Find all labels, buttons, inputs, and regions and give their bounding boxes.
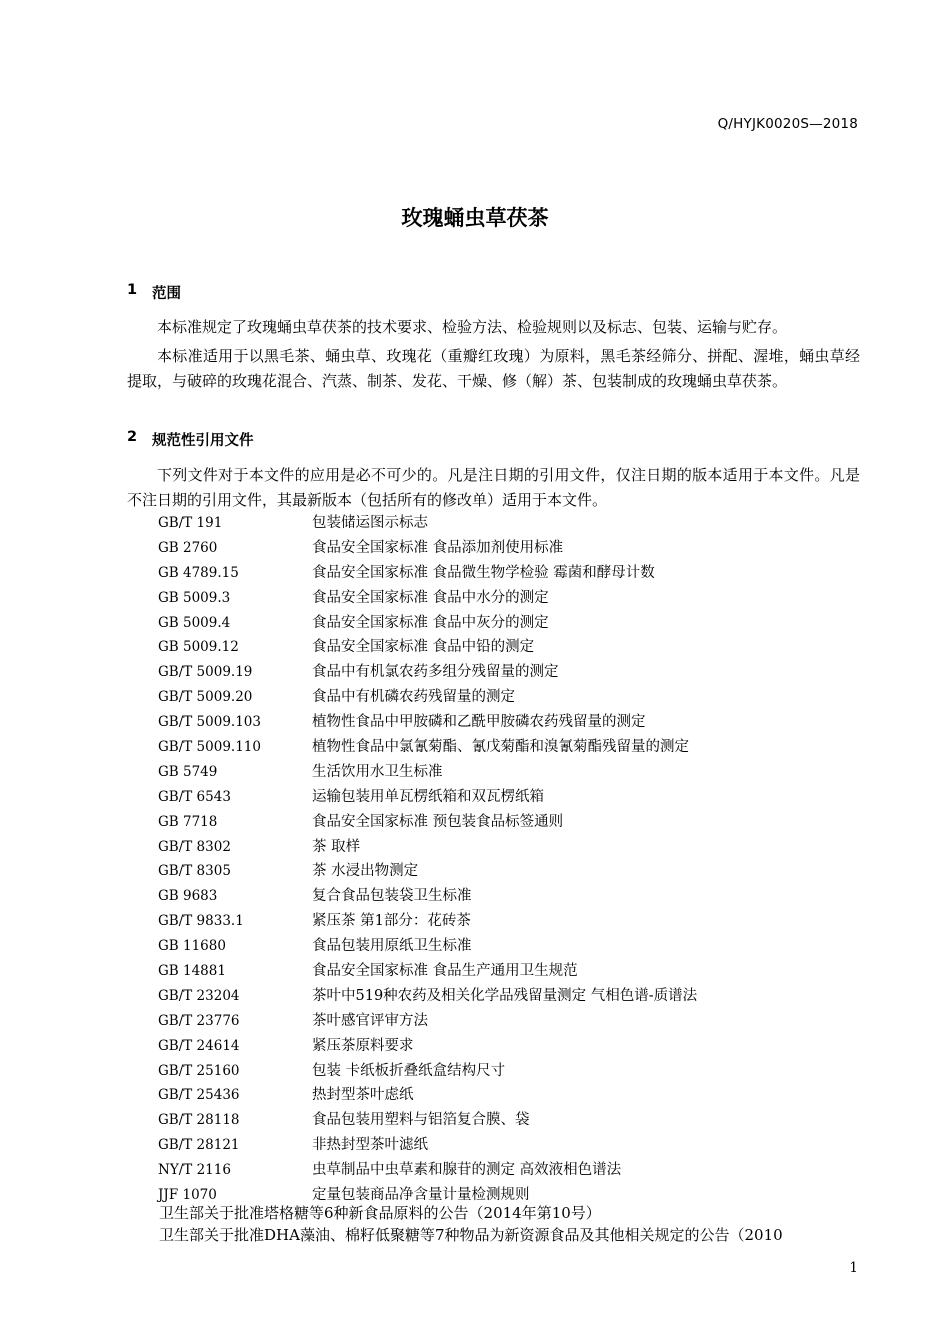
document-title: 玫瑰蛹虫草茯茶 — [401, 206, 549, 230]
reference-title: 运输包装用单瓦楞纸箱和双瓦楞纸箱 — [312, 788, 544, 805]
reference-title: 食品包装用塑料与铝箔复合膜、袋 — [312, 1112, 530, 1129]
reference-title: 食品中有机氯农药多组分残留量的测定 — [312, 664, 559, 681]
reference-title: 食品包装用原纸卫生标准 — [312, 938, 472, 955]
reference-row — [158, 1059, 858, 1084]
reference-code: GB 5009.4 — [158, 614, 231, 631]
reference-row — [158, 1133, 858, 1158]
reference-row — [158, 1083, 858, 1108]
reference-code: GB/T 9833.1 — [158, 913, 244, 930]
reference-code: JJF 1070 — [158, 1187, 217, 1204]
section-number: 1 — [127, 282, 138, 298]
notice-line: 卫生部关于批准DHA藻油、棉籽低聚糖等7种物品为新资源食品及其他相关规定的公告（2010 — [159, 1226, 783, 1244]
reference-row — [158, 959, 858, 984]
reference-code: GB 7718 — [158, 813, 218, 830]
reference-row — [158, 785, 858, 810]
reference-row — [158, 934, 858, 959]
reference-row — [158, 984, 858, 1009]
reference-title: 植物性食品中氯氰菊酯、氰戊菊酯和溴氰菊酯残留量的测定 — [312, 739, 689, 756]
reference-code: GB 5009.3 — [158, 589, 231, 606]
reference-code: GB 4789.15 — [158, 564, 239, 581]
reference-title: 定量包装商品净含量计量检测规则 — [312, 1187, 530, 1204]
reference-title: 热封型茶叶虑纸 — [312, 1087, 414, 1104]
reference-title: 复合食品包装袋卫生标准 — [312, 888, 472, 905]
reference-title: 紧压茶原料要求 — [312, 1037, 414, 1054]
reference-row — [158, 1108, 858, 1133]
reference-row — [158, 635, 858, 660]
reference-row — [158, 859, 858, 884]
reference-title: 包装储运图示标志 — [312, 515, 428, 531]
reference-code: GB/T 24614 — [158, 1037, 240, 1054]
reference-code: GB/T 5009.20 — [158, 689, 253, 706]
scope-paragraph: 本标准规定了玫瑰蛹虫草茯茶的技术要求、检验方法、检验规则以及标志、包装、运输与贮存。 — [157, 318, 788, 336]
reference-code: GB/T 5009.110 — [158, 739, 261, 756]
reference-title: 食品安全国家标准 食品中水分的测定 — [312, 589, 549, 606]
notice-line: 卫生部关于批准塔格糖等6种新食品原料的公告（2014年第10号） — [159, 1204, 601, 1222]
reference-code: GB/T 5009.19 — [158, 664, 253, 681]
reference-row — [158, 1009, 858, 1034]
reference-title: 紧压茶 第1部分：花砖茶 — [312, 913, 471, 930]
reference-code: GB/T 5009.103 — [158, 714, 261, 731]
reference-title: 茶 水浸出物测定 — [312, 863, 419, 880]
reference-title: 食品安全国家标准 食品中灰分的测定 — [312, 614, 549, 631]
reference-row — [158, 660, 858, 685]
reference-code: GB 5009.12 — [158, 639, 239, 656]
reference-row — [158, 586, 858, 611]
reference-row — [158, 760, 858, 785]
reference-title: 食品安全国家标准 食品生产通用卫生规范 — [312, 963, 578, 980]
reference-code: GB/T 25160 — [158, 1062, 240, 1079]
section-title: 规范性引用文件 — [152, 433, 254, 449]
reference-row — [158, 1158, 858, 1183]
reference-row — [158, 1034, 858, 1059]
reference-title: 包装 卡纸板折叠纸盒结构尺寸 — [312, 1062, 506, 1079]
reference-title: 食品安全国家标准 食品中铅的测定 — [312, 639, 535, 656]
reference-row — [158, 561, 858, 586]
scope-paragraph: 本标准适用于以黑毛茶、蛹虫草、玫瑰花（重瓣红玫瑰）为原料，黑毛茶经筛分、拼配、渥堆，蛹虫草经提取，与破碎的玫瑰花混合、汽蒸、制茶、发花、干燥、修（解）茶、包装制成的玫瑰蛹虫草茯茶。 — [127, 347, 860, 390]
reference-list — [158, 511, 858, 1208]
reference-code: NY/T 2116 — [158, 1162, 231, 1179]
reference-title: 食品安全国家标准 预包装食品标签通则 — [312, 813, 564, 830]
reference-title: 食品安全国家标准 食品添加剂使用标准 — [312, 539, 564, 556]
reference-row — [158, 536, 858, 561]
reference-row — [158, 611, 858, 636]
reference-title: 虫草制品中虫草素和腺苷的测定 高效液相色谱法 — [312, 1162, 622, 1179]
section-1-heading — [127, 282, 181, 303]
reference-code: GB 5749 — [158, 763, 218, 780]
reference-code: GB/T 28118 — [158, 1112, 240, 1129]
reference-title: 非热封型茶叶滤纸 — [312, 1137, 428, 1154]
reference-row — [158, 884, 858, 909]
reference-code: GB/T 28121 — [158, 1137, 240, 1154]
section-2-heading — [127, 429, 254, 450]
reference-code: GB/T 6543 — [158, 788, 231, 805]
reference-code: GB/T 8302 — [158, 838, 231, 855]
references-intro: 下列文件对于本文件的应用是必不可少的。凡是注日期的引用文件，仅注日期的版本适用于本文件。凡是不注日期的引用文件，其最新版本（包括所有的修改单）适用于本文件。 — [127, 466, 860, 509]
reference-title: 生活饮用水卫生标准 — [312, 763, 443, 780]
reference-row — [158, 835, 858, 860]
section-title: 范围 — [152, 286, 181, 302]
document-code: Q/HYJK0020S—2018 — [717, 116, 858, 132]
reference-code: GB/T 25436 — [158, 1087, 240, 1104]
reference-code: GB 11680 — [158, 938, 226, 955]
reference-code: GB/T 23204 — [158, 987, 240, 1004]
reference-title: 茶叶感官评审方法 — [312, 1012, 428, 1029]
reference-title: 食品安全国家标准 食品微生物学检验 霉菌和酵母计数 — [312, 564, 655, 581]
reference-title: 食品中有机磷农药残留量的测定 — [312, 689, 515, 706]
reference-code: GB/T 23776 — [158, 1012, 240, 1029]
reference-row — [158, 710, 858, 735]
reference-row — [158, 909, 858, 934]
reference-title: 植物性食品中甲胺磷和乙酰甲胺磷农药残留量的测定 — [312, 714, 646, 731]
section-number: 2 — [127, 429, 138, 445]
reference-row — [158, 511, 858, 536]
reference-code: GB 9683 — [158, 888, 218, 905]
reference-title: 茶叶中519种农药及相关化学品残留量测定 气相色谱-质谱法 — [312, 987, 698, 1004]
reference-code: GB 2760 — [158, 539, 218, 556]
reference-row — [158, 685, 858, 710]
reference-row — [158, 810, 858, 835]
reference-row — [158, 735, 858, 760]
page-number: 1 — [849, 1260, 858, 1276]
reference-code: GB/T 191 — [158, 515, 223, 531]
reference-code: GB/T 8305 — [158, 863, 231, 880]
reference-code: GB 14881 — [158, 963, 226, 980]
reference-title: 茶 取样 — [312, 838, 361, 855]
